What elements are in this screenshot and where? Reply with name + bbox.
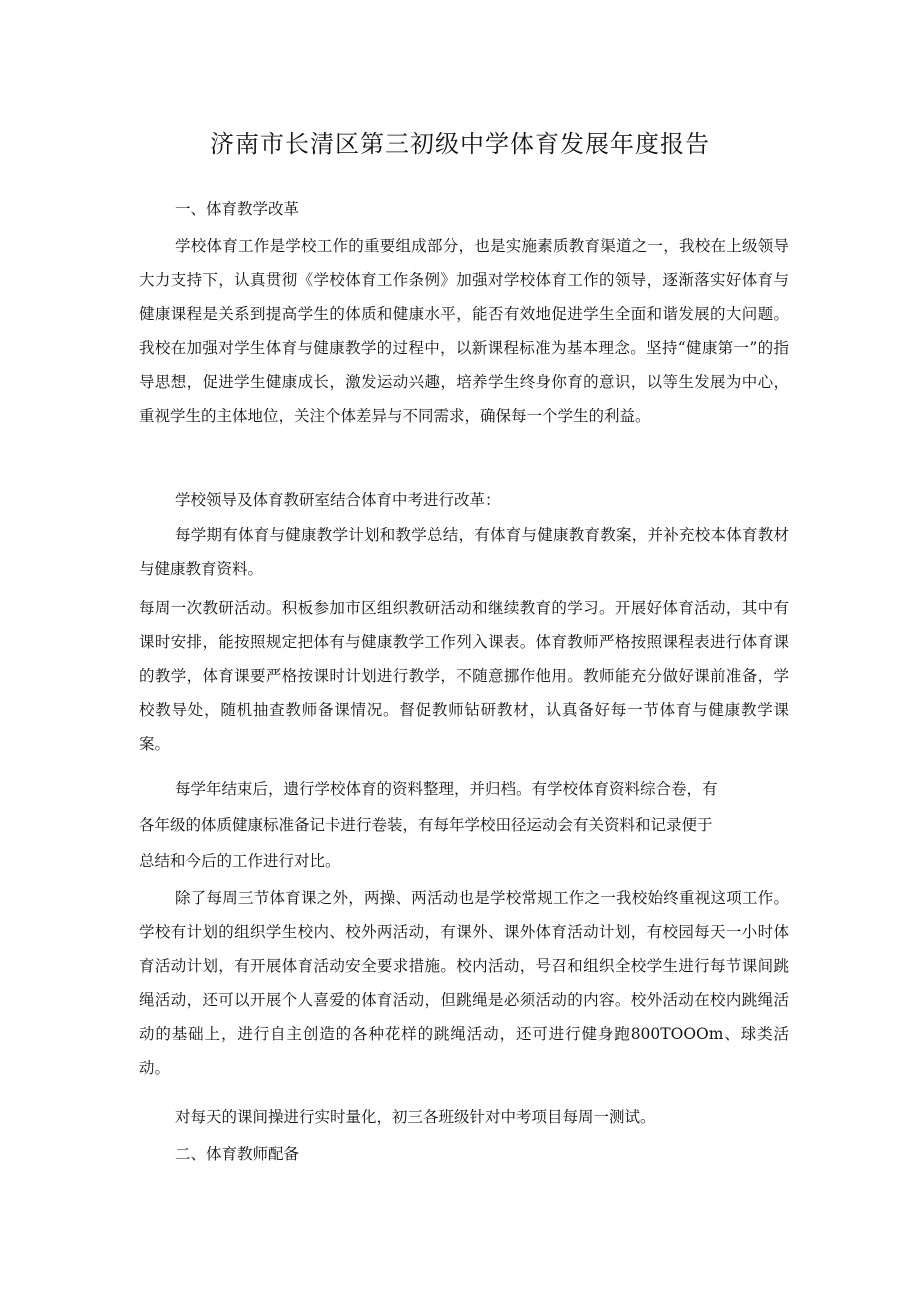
paragraph-archive-line-2: 各年级的体质健康标准备记卡进行卷装，有每年学校田径运动会有关资料和记录便于	[139, 816, 713, 834]
paragraph-archive-line-3: 总结和今后的工作进行对比。	[139, 852, 341, 870]
section-heading-sports-teaching-reform: 一、体育教学改革	[175, 200, 300, 218]
paragraph-archive-line-1: 每学年结束后，遗行学校体育的资料整理，并归档。有学校体育资料综合卷，有	[175, 780, 718, 798]
paragraph-extracurricular-activities: 除了每周三节体育课之外，两操、两活动也是学校常规工作之一我校始终重视这项工作。学校有计划的组织学生校内、校外两活动，有课外、课外体育活动计划，有校园每天一小时体育活动计划，有开展体育活动安全要求措施。校内活动，号召和组织全校学生进行每节课间跳绳活动，还可以开展个人喜爱的体育活动，但跳绳是必须活动的内容。校外活动在校内跳绳活动的基础上，进行自主创造的各种花样的跳绳活动，还可进行健身跑800TOOOm、球类活动。	[139, 889, 789, 1077]
document-title: 济南市长清区第三初级中学体育发展年度报告	[210, 130, 710, 158]
paragraph-teaching-plan: 每学期有体育与健康教学计划和教学总结，有体育与健康教育教案，并补充校本体育教材与健康教育资料。	[139, 526, 789, 578]
paragraph-weekly-research: 每周一次教研活动。积板参加市区组织教研活动和继续教育的学习。开展好体育活动，其中有课时安排，能按照规定把体有与健康教学工作列入课表。体育教师严格按照课程表进行体育课的教学，体育课要严格按课时计划进行教学，不随意挪作他用。教师能充分做好课前准备，学校教导处，随机抽查教师备课情况。督促教师钻研教材，认真备好每一节体育与健康教学课案。	[139, 599, 789, 753]
section-heading-teacher-staffing: 二、体育教师配备	[175, 1145, 300, 1163]
paragraph-daily-exercise: 对每天的课间操进行实时量化，初三各班级针对中考项目每周一测试。	[175, 1108, 656, 1126]
paragraph-reform-intro: 学校领导及体育教研室结合体育中考进行改革：	[175, 491, 501, 509]
paragraph-school-sports-work: 学校体育工作是学校工作的重要组成部分，也是实施素质教育渠道之一，我校在上级领导大力支持下，认真贯彻《学校体育工作条例》加强对学校体育工作的领导，逐渐落实好体育与健康课程是关系到提高学生的体质和健康水平，能否有效地促进学生全面和谐发展的大问题。我校在加强对学生体育与健康教学的过程中，以新课程标准为基本理念。坚持“健康第一”的指导思想，促进学生健康成长，激发运动兴趣，培养学生终身你育的意识，以等生发展为中心，重视学生的主体地位，关注个体差异与不同需求，确保每一个学生的利益。	[139, 237, 789, 425]
